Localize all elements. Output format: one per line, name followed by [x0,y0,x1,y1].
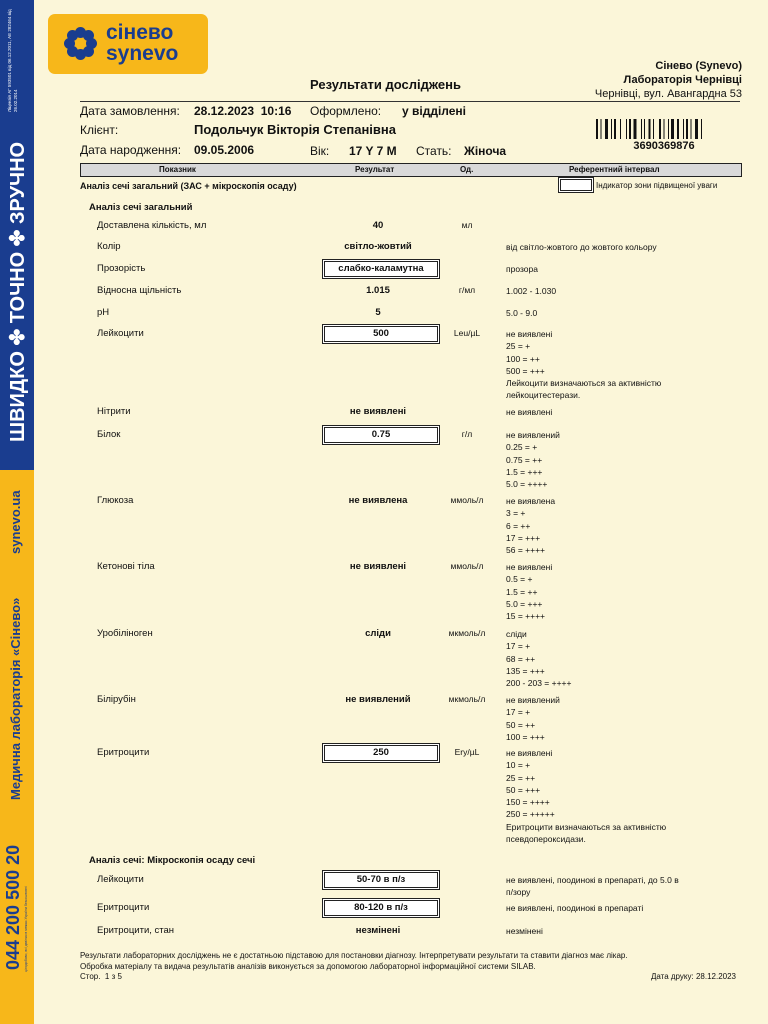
result-row [0,263,768,279]
dob-value: 09.05.2006 [194,143,255,157]
flagged-result: 250 [322,743,440,763]
reference-interval: не виявлена 3 = + 6 = ++ 17 = +++ 56 = ++++ [506,496,556,556]
barcode-bar [671,119,674,139]
flagged-result: 80-120 в п/з [322,898,440,918]
result-row [0,406,768,422]
test-name: Нітрити [97,406,131,417]
website: synevo.ua [8,490,23,554]
result-row [0,694,768,742]
test-name: Еритроцити [97,902,150,913]
test-name: Прозорість [97,263,146,274]
lab-name: Сінево (Synevo) [655,60,742,72]
barcode-bar [677,119,679,139]
lab-address: Чернівці, вул. Авангардна 53 [594,88,742,100]
barcode-bar [601,119,602,139]
result-value: сліди [365,628,391,639]
barcode-number: 3690369876 [633,140,695,152]
barcode-bar [701,119,702,139]
barcode-bar [691,119,692,139]
result-value: світло-жовтий [344,241,412,252]
result-row [0,328,768,401]
age-value: 17 Y 7 M [349,144,397,158]
license-text: Ліцензія АГ 593501 від 06.12.2011, АЕ 282464 від 26.02.2014 [7,9,18,112]
order-date-value: 28.12.2023 10:16 [194,104,292,118]
section-general: Аналіз сечі загальний [89,202,193,213]
unit: Ery/µL [454,747,480,757]
age-label: Вік: [310,144,330,158]
test-name: pH [97,307,110,318]
barcode-bar [626,119,627,139]
table-header [80,163,742,177]
unit: ммоль/л [450,561,484,571]
result-value: не виявлені [349,561,407,572]
synevo-logo [48,14,208,74]
result-row [0,241,768,257]
result-row [0,429,768,490]
flagged-result: 500 [322,324,440,344]
result-value: 1.015 [366,285,390,296]
test-name: Лейкоцити [97,328,144,339]
header-rule [80,101,740,102]
reference-interval: 5.0 - 9.0 [506,308,538,318]
phone-note: цілодобово, всі дзвінки в межах України безкоштовні [24,886,28,972]
client-label: Клієнт: [80,123,119,137]
flagged-result: слабко-каламутна [322,259,440,279]
test-name: Еритроцити, стан [97,925,175,936]
test-title: Аналіз сечі загальний (ЗАС + мікроскопія осаду) [80,181,297,191]
barcode-bar [659,119,661,139]
unit: мкмоль/л [448,628,486,638]
result-row [0,747,768,845]
reference-interval: не виявлений 0.25 = + 0.75 = ++ 1.5 = +++ 5.0 = ++++ [506,430,560,490]
barcode-bar [649,119,651,139]
logo-text-en: synevo [106,42,179,65]
unit: мл [461,220,473,230]
header-result: Результат [355,165,395,174]
barcode-bar [614,119,616,139]
sex-value: Жіноча [464,144,507,158]
barcode-bar [668,119,669,139]
test-name: Колір [97,241,121,252]
barcode-bar [634,119,637,139]
reference-interval: незмінені [506,926,543,936]
barcode-bar [683,119,684,139]
unit: г/л [461,429,473,439]
result-row [0,561,768,622]
side-stripe [0,0,34,1024]
flower-icon [64,27,98,61]
result-value: не виявлені [349,406,407,417]
reference-interval: не виявлені, поодинокі в препараті, до 5.0 в п/зору [506,875,679,898]
result-value: не виявлений [345,694,411,705]
logo-text-ua: сінево [106,21,174,44]
barcode-bar [629,119,631,139]
header-name: Показник [159,165,196,174]
header-unit: Од. [460,165,474,174]
indicator-box [558,177,594,193]
footer-disclaimer: Результати лабораторних досліджень не є достатньою підставою для постановки діагнозу. Інтерпретувати результати та ставити діагноз має лікар. [80,951,628,960]
flagged-result: 50-70 в п/з [322,870,440,890]
print-date: Дата друку: 28.12.2023 [650,972,736,981]
header-ref: Референтний інтервал [569,165,660,174]
barcode-bar [611,119,612,139]
reference-interval: не виявлені [506,407,553,417]
phone: 044 200 500 20 [3,844,23,970]
unit: г/мл [458,285,476,295]
reference-interval: не виявлені 25 = + 100 = ++ 500 = +++ Лейкоцити визначаються за активністю лейкоцитестерази. [506,329,662,401]
test-name: Глюкоза [97,495,134,506]
result-row [0,285,768,301]
reference-interval: не виявлені, поодинокі в препараті [506,903,644,913]
issued-value: у відділені [402,104,467,118]
unit: Leu/µL [453,328,481,338]
result-row [0,925,768,941]
reference-interval: від світло-жовтого до жовтого кольору [506,242,657,252]
barcode-bar [641,119,642,139]
test-name: Уробіліноген [97,628,153,639]
test-name: Лейкоцити [97,874,144,885]
lab-branch: Лабораторія Чернівці [623,74,742,86]
reference-interval: не виявлені 0.5 = + 1.5 = ++ 5.0 = +++ 15 = ++++ [506,562,553,622]
barcode-bar [605,119,608,139]
result-row [0,874,768,898]
page-title: Результати досліджень [310,77,461,92]
unit: ммоль/л [450,495,484,505]
result-row [0,628,768,689]
section-microscopy: Аналіз сечі: Мікроскопія осаду сечі [89,855,256,866]
lab-brand-text: Медична лабораторія «Сінево» [8,597,23,800]
barcode-bar [644,119,645,139]
result-row [0,902,768,918]
reference-interval: сліди 17 = + 68 = ++ 135 = +++ 200 - 203 = ++++ [506,629,572,689]
page-number: Стор. 1 з 5 [80,972,122,981]
footer-silab: Обробка матеріалу та видача результатів аналізів виконується за допомогою лабораторної інформаційної системи SILAB. [80,962,536,971]
barcode-bars [596,119,732,139]
order-date-label: Дата замовлення: [80,104,180,118]
result-value: 5 [375,307,381,318]
result-value: не виявлена [348,495,408,506]
barcode [596,119,732,139]
reference-interval: прозора [506,264,538,274]
unit: мкмоль/л [448,694,486,704]
flagged-result: 0.75 [322,425,440,445]
barcode-bar [596,119,598,139]
indicator-note: Індикатор зони підвищеної уваги [596,181,718,190]
reference-interval: 1.002 - 1.030 [506,286,557,296]
test-name: Еритроцити [97,747,150,758]
slogan: ШВИДКО ✤ ТОЧНО ✤ ЗРУЧНО [7,141,29,442]
barcode-bar [653,119,654,139]
test-name: Білірубін [97,694,136,705]
test-name: Білок [97,429,121,440]
barcode-bar [620,119,621,139]
barcode-bar [686,119,688,139]
test-name: Доставлена кількість, мл [97,220,207,231]
sex-label: Стать: [416,144,452,158]
barcode-bar [695,119,698,139]
result-row [0,220,768,236]
reference-interval: не виявлені 10 = + 25 = ++ 50 = +++ 150 = ++++ 250 = +++++ Еритроцити визначаються за активністю псевдопероксидази. [506,748,667,845]
barcode-bar [664,119,665,139]
result-value: незмінені [355,925,401,936]
test-name: Кетонові тіла [97,561,155,572]
issued-label: Оформлено: [310,104,382,118]
client-name: Подольчук Вікторія Степанівна [194,122,396,137]
reference-interval: не виявлений 17 = + 50 = ++ 100 = +++ [506,695,560,742]
dob-label: Дата народження: [80,143,182,157]
result-row [0,307,768,323]
test-name: Віднoсна щільність [97,285,182,296]
result-value: 40 [372,220,384,231]
